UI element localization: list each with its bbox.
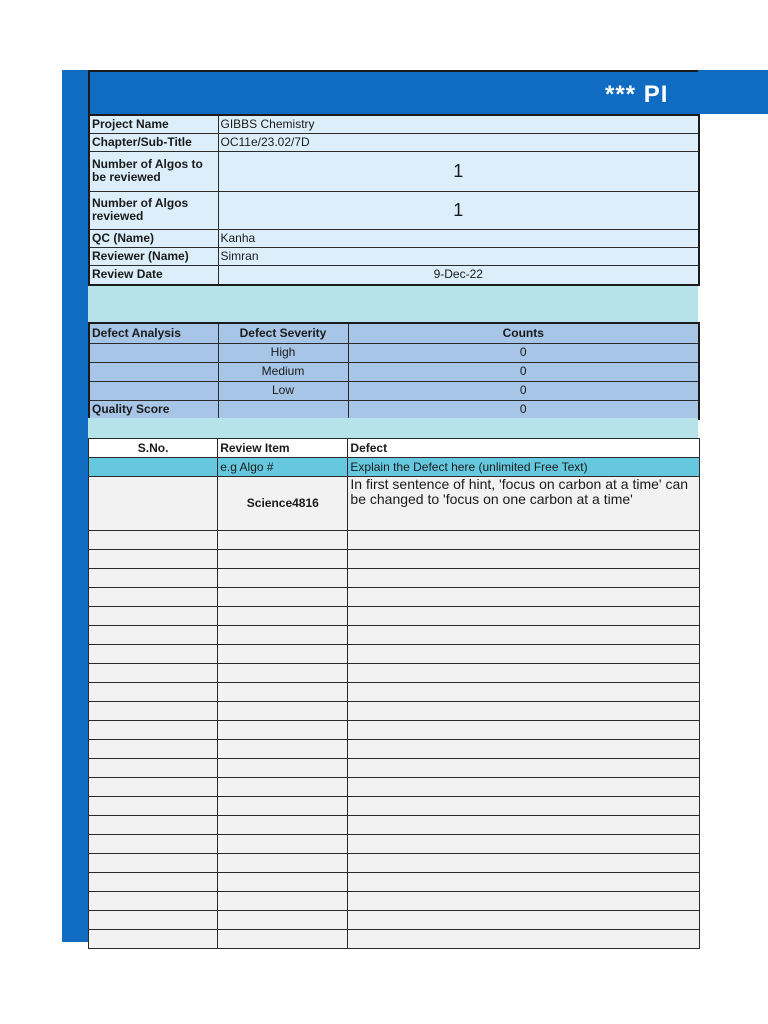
empty-cell[interactable] bbox=[348, 626, 700, 645]
empty-cell[interactable] bbox=[218, 797, 348, 816]
empty-cell[interactable] bbox=[89, 892, 218, 911]
empty-cell[interactable] bbox=[348, 835, 700, 854]
empty-cell[interactable] bbox=[218, 702, 348, 721]
empty-review-row bbox=[89, 531, 700, 550]
defect-row-label bbox=[89, 362, 218, 381]
review-items-table bbox=[88, 438, 700, 949]
empty-cell[interactable] bbox=[348, 702, 700, 721]
empty-cell[interactable] bbox=[89, 588, 218, 607]
empty-cell[interactable] bbox=[89, 531, 218, 550]
empty-cell[interactable] bbox=[348, 531, 700, 550]
empty-review-row bbox=[89, 588, 700, 607]
defect-row-label bbox=[89, 343, 218, 362]
example-sno bbox=[89, 458, 218, 477]
empty-cell[interactable] bbox=[348, 645, 700, 664]
empty-cell[interactable] bbox=[89, 550, 218, 569]
entry-sno[interactable] bbox=[89, 477, 218, 531]
empty-cell[interactable] bbox=[348, 854, 700, 873]
severity-cell: Medium bbox=[218, 362, 348, 381]
empty-cell[interactable] bbox=[218, 607, 348, 626]
info-row-algos-reviewed bbox=[89, 191, 699, 229]
empty-cell[interactable] bbox=[348, 797, 700, 816]
example-defect: Explain the Defect here (unlimited Free Text) bbox=[348, 458, 700, 477]
sno-header: S.No. bbox=[89, 439, 218, 458]
empty-cell[interactable] bbox=[89, 911, 218, 930]
empty-cell[interactable] bbox=[89, 835, 218, 854]
defect-header: Defect bbox=[348, 439, 700, 458]
empty-cell[interactable] bbox=[348, 550, 700, 569]
empty-review-row bbox=[89, 797, 700, 816]
info-row-algos-to-review bbox=[89, 151, 699, 191]
empty-cell[interactable] bbox=[89, 778, 218, 797]
defect-row-low bbox=[89, 381, 699, 400]
empty-cell[interactable] bbox=[218, 683, 348, 702]
empty-review-row bbox=[89, 835, 700, 854]
empty-review-row bbox=[89, 664, 700, 683]
empty-review-row bbox=[89, 683, 700, 702]
empty-cell[interactable] bbox=[348, 588, 700, 607]
defect-row-high bbox=[89, 343, 699, 362]
info-value[interactable]: 1 bbox=[218, 151, 699, 191]
empty-review-row bbox=[89, 740, 700, 759]
empty-review-row bbox=[89, 854, 700, 873]
empty-cell[interactable] bbox=[348, 930, 700, 949]
section-spacer bbox=[88, 286, 698, 322]
defect-severity-header: Defect Severity bbox=[218, 323, 348, 343]
entry-defect[interactable]: In first sentence of hint, 'focus on carbon at a time' can be changed to 'focus on one carbon at a time' bbox=[348, 477, 700, 531]
counts-header: Counts bbox=[348, 323, 699, 343]
empty-cell[interactable] bbox=[218, 588, 348, 607]
empty-cell[interactable] bbox=[89, 721, 218, 740]
empty-cell[interactable] bbox=[89, 645, 218, 664]
empty-cell[interactable] bbox=[89, 873, 218, 892]
info-label: Number of Algos to be reviewed bbox=[89, 151, 218, 191]
quality-score-row bbox=[89, 400, 699, 419]
empty-cell[interactable] bbox=[218, 721, 348, 740]
empty-cell[interactable] bbox=[348, 721, 700, 740]
empty-review-row bbox=[89, 626, 700, 645]
empty-review-row bbox=[89, 702, 700, 721]
empty-cell[interactable] bbox=[348, 740, 700, 759]
empty-cell[interactable] bbox=[218, 778, 348, 797]
severity-cell: High bbox=[218, 343, 348, 362]
review-item-header: Review Item bbox=[218, 439, 348, 458]
info-label: Number of Algos reviewed bbox=[89, 191, 218, 229]
empty-cell[interactable] bbox=[218, 550, 348, 569]
severity-cell: Low bbox=[218, 381, 348, 400]
empty-cell[interactable] bbox=[89, 740, 218, 759]
empty-review-row bbox=[89, 873, 700, 892]
info-value[interactable]: Simran bbox=[218, 247, 699, 265]
empty-cell[interactable] bbox=[218, 664, 348, 683]
empty-review-row bbox=[89, 778, 700, 797]
empty-cell[interactable] bbox=[218, 759, 348, 778]
empty-cell[interactable] bbox=[348, 607, 700, 626]
entry-item[interactable]: Science4816 bbox=[218, 477, 348, 531]
count-cell[interactable]: 0 bbox=[348, 381, 699, 400]
empty-cell[interactable] bbox=[218, 816, 348, 835]
review-header-row bbox=[89, 439, 700, 458]
info-row-qc-name bbox=[89, 229, 699, 247]
quality-score-value[interactable]: 0 bbox=[348, 400, 699, 419]
empty-cell[interactable] bbox=[218, 531, 348, 550]
empty-review-row bbox=[89, 930, 700, 949]
empty-cell[interactable] bbox=[89, 797, 218, 816]
empty-cell[interactable] bbox=[218, 645, 348, 664]
empty-review-row bbox=[89, 645, 700, 664]
empty-cell[interactable] bbox=[89, 683, 218, 702]
empty-cell[interactable] bbox=[348, 816, 700, 835]
defect-row-label bbox=[89, 381, 218, 400]
defect-header-row bbox=[89, 323, 699, 343]
empty-cell[interactable] bbox=[89, 854, 218, 873]
example-row bbox=[89, 458, 700, 477]
defect-row-medium bbox=[89, 362, 699, 381]
empty-cell[interactable] bbox=[218, 873, 348, 892]
severity-cell bbox=[218, 400, 348, 419]
info-value[interactable]: Kanha bbox=[218, 229, 699, 247]
banner-extension bbox=[698, 70, 768, 114]
left-accent-bar bbox=[62, 70, 88, 942]
info-row-project-name bbox=[89, 115, 699, 133]
quality-score-label: Quality Score bbox=[89, 400, 218, 419]
empty-cell[interactable] bbox=[218, 569, 348, 588]
empty-cell[interactable] bbox=[218, 911, 348, 930]
defect-analysis-header: Defect Analysis bbox=[89, 323, 218, 343]
empty-cell[interactable] bbox=[348, 873, 700, 892]
example-item: e.g Algo # bbox=[218, 458, 348, 477]
empty-cell[interactable] bbox=[89, 759, 218, 778]
empty-cell[interactable] bbox=[89, 664, 218, 683]
empty-cell[interactable] bbox=[348, 759, 700, 778]
info-value[interactable]: OC11e/23.02/7D bbox=[218, 133, 699, 151]
empty-cell[interactable] bbox=[348, 911, 700, 930]
project-info-table bbox=[88, 114, 700, 286]
empty-review-row bbox=[89, 816, 700, 835]
section-spacer bbox=[88, 418, 698, 438]
empty-cell[interactable] bbox=[348, 664, 700, 683]
info-row-reviewer-name bbox=[89, 247, 699, 265]
info-label: Project Name bbox=[89, 115, 218, 133]
info-value[interactable]: 1 bbox=[218, 191, 699, 229]
info-row-chapter bbox=[89, 133, 699, 151]
info-label: Reviewer (Name) bbox=[89, 247, 218, 265]
empty-cell[interactable] bbox=[218, 854, 348, 873]
empty-cell[interactable] bbox=[89, 569, 218, 588]
empty-cell[interactable] bbox=[89, 816, 218, 835]
info-value[interactable]: GIBBS Chemistry bbox=[218, 115, 699, 133]
review-entry-row bbox=[89, 477, 700, 531]
empty-cell[interactable] bbox=[218, 835, 348, 854]
empty-review-row bbox=[89, 607, 700, 626]
empty-cell[interactable] bbox=[348, 683, 700, 702]
empty-review-row bbox=[89, 892, 700, 911]
info-label: Review Date bbox=[89, 265, 218, 285]
count-cell[interactable]: 0 bbox=[348, 362, 699, 381]
empty-review-row bbox=[89, 759, 700, 778]
info-label: Chapter/Sub-Title bbox=[89, 133, 218, 151]
empty-cell[interactable] bbox=[218, 930, 348, 949]
empty-review-row bbox=[89, 721, 700, 740]
count-cell[interactable]: 0 bbox=[348, 343, 699, 362]
info-value[interactable]: 9-Dec-22 bbox=[218, 265, 699, 285]
empty-review-row bbox=[89, 569, 700, 588]
empty-cell[interactable] bbox=[348, 892, 700, 911]
empty-review-row bbox=[89, 911, 700, 930]
empty-cell[interactable] bbox=[218, 626, 348, 645]
empty-cell[interactable] bbox=[348, 569, 700, 588]
empty-cell[interactable] bbox=[89, 702, 218, 721]
info-row-review-date bbox=[89, 265, 699, 285]
banner-title: *** PI bbox=[605, 81, 669, 108]
empty-review-row bbox=[89, 550, 700, 569]
empty-cell[interactable] bbox=[89, 626, 218, 645]
info-label: QC (Name) bbox=[89, 229, 218, 247]
empty-cell[interactable] bbox=[348, 778, 700, 797]
empty-cell[interactable] bbox=[218, 740, 348, 759]
empty-cell[interactable] bbox=[89, 607, 218, 626]
defect-analysis-table bbox=[88, 322, 700, 420]
empty-cell[interactable] bbox=[89, 930, 218, 949]
empty-cell[interactable] bbox=[218, 892, 348, 911]
